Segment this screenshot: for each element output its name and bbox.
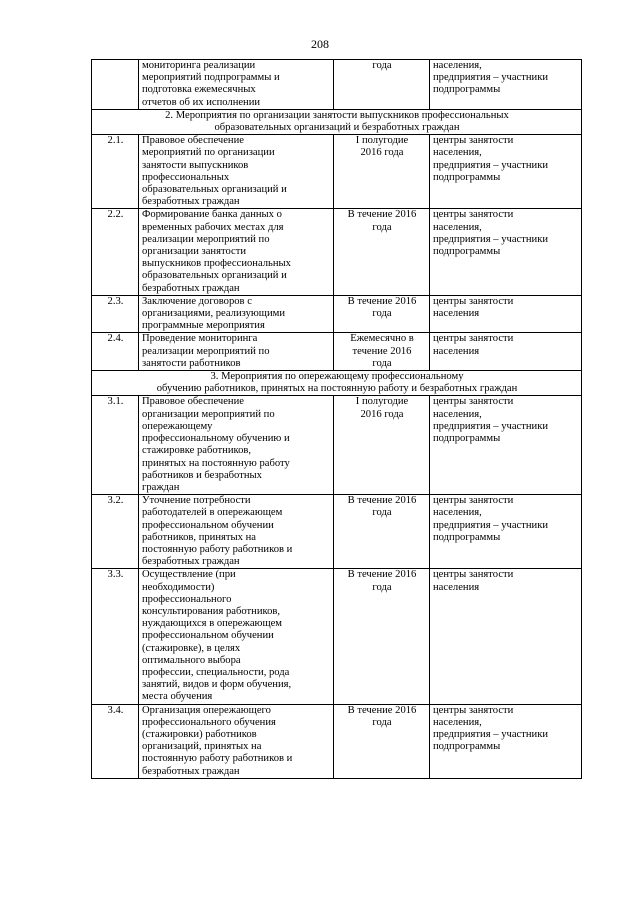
table-row	[92, 495, 582, 569]
activity-term: В течение 2016 года	[334, 209, 430, 295]
row-number: 3.2.	[92, 495, 139, 569]
activity-executors: центры занятости населения	[430, 569, 582, 704]
table-row	[92, 60, 582, 110]
activity-executors: населения, предприятия – участники подпрограммы	[430, 60, 582, 110]
activity-executors: центры занятости населения, предприятия – участники подпрограммы	[430, 209, 582, 295]
section-title: 3. Мероприятия по опережающему профессиональному обучению работников, принятых на постоянную работу и безработных граждан	[92, 371, 582, 396]
activity-name: Проведение мониторинга реализации мероприятий по занятости работников	[139, 333, 334, 371]
activity-executors: центры занятости населения, предприятия – участники подпрограммы	[430, 396, 582, 495]
table-row	[92, 209, 582, 295]
activity-name: мониторинга реализации мероприятий подпрограммы и подготовка ежемесячных отчетов об их исполнении	[139, 60, 334, 110]
section-header-row	[92, 371, 582, 396]
row-number: 2.1.	[92, 135, 139, 209]
activity-executors: центры занятости населения	[430, 333, 582, 371]
activity-name: Осуществление (при необходимости) профессионального консультирования работников, нуждающихся в опережающем профессиональном обучении (стажировке), в целях оптимального выбора профессии, специальности, рода занятий, видов и форм обучения, места обучения	[139, 569, 334, 704]
activity-name: Правовое обеспечение мероприятий по организации занятости выпускников профессиональных образовательных организаций и безработных граждан	[139, 135, 334, 209]
activity-name: Уточнение потребности работодателей в опережающем профессиональном обучении работников, принятых на постоянную работу работников и безработных граждан	[139, 495, 334, 569]
row-number: 3.1.	[92, 396, 139, 495]
activity-executors: центры занятости населения, предприятия – участники подпрограммы	[430, 495, 582, 569]
activity-executors: центры занятости населения, предприятия – участники подпрограммы	[430, 704, 582, 778]
section-title: 2. Мероприятия по организации занятости выпускников профессиональных образовательных организаций и безработных граждан	[92, 109, 582, 134]
activity-name: Заключение договоров с организациями, реализующими программные мероприятия	[139, 295, 334, 333]
row-number	[92, 60, 139, 110]
row-number: 3.4.	[92, 704, 139, 778]
activity-term: В течение 2016 года	[334, 704, 430, 778]
activity-term: В течение 2016 года	[334, 569, 430, 704]
activity-term: года	[334, 60, 430, 110]
table-row	[92, 569, 582, 704]
activity-name: Организация опережающего профессионального обучения (стажировки) работников организаций, принятых на постоянную работу работников и безработных граждан	[139, 704, 334, 778]
table-row	[92, 295, 582, 333]
activity-term: I полугодие 2016 года	[334, 396, 430, 495]
activity-term: В течение 2016 года	[334, 495, 430, 569]
row-number: 2.3.	[92, 295, 139, 333]
activities-table	[91, 59, 582, 779]
row-number: 2.2.	[92, 209, 139, 295]
table-row	[92, 333, 582, 371]
row-number: 3.3.	[92, 569, 139, 704]
row-number: 2.4.	[92, 333, 139, 371]
activity-term: Ежемесячно в течение 2016 года	[334, 333, 430, 371]
activity-term: В течение 2016 года	[334, 295, 430, 333]
section-header-row	[92, 109, 582, 134]
table-row	[92, 704, 582, 778]
activity-executors: центры занятости населения, предприятия – участники подпрограммы	[430, 135, 582, 209]
table-row	[92, 396, 582, 495]
activity-executors: центры занятости населения	[430, 295, 582, 333]
page-number: 208	[311, 37, 329, 51]
activity-term: I полугодие 2016 года	[334, 135, 430, 209]
table-row	[92, 135, 582, 209]
activity-name: Формирование банка данных о временных рабочих местах для реализации мероприятий по организации занятости выпускников профессиональных образовательных организаций и безработных граждан	[139, 209, 334, 295]
activity-name: Правовое обеспечение организации мероприятий по опережающему профессиональному обучению и стажировке работников, принятых на постоянную работу работников и безработных граждан	[139, 396, 334, 495]
